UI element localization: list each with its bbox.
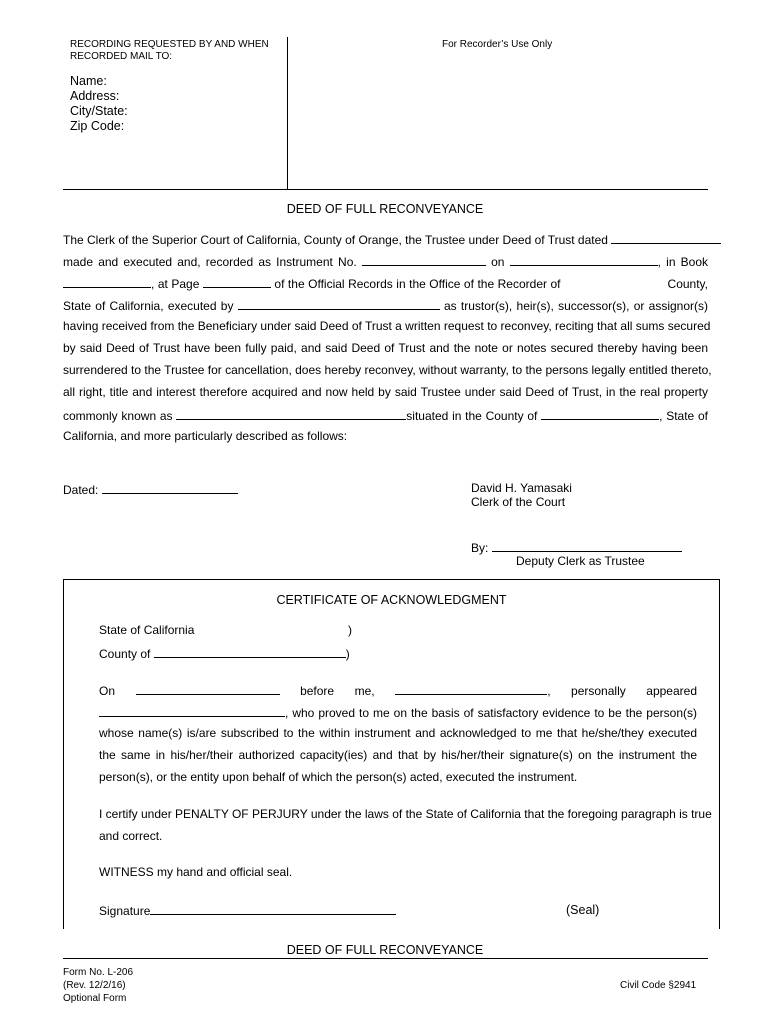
deed-line-3 (63, 275, 708, 292)
dated-field[interactable] (102, 481, 238, 494)
cert-line-5: person(s), or the entity upon behalf of which the person(s) acted, executed the instrument. (99, 770, 578, 784)
deed-line-1 (63, 231, 708, 248)
state-of-california-label: State of California (99, 623, 195, 637)
zip-code-label: Zip Code: (70, 119, 125, 133)
deed-line-1-text: The Clerk of the Superior Court of California, County of Orange, the Trustee under Deed of Trust dated (63, 233, 608, 247)
cert-line-3: whose name(s) is/are subscribed to the within instrument and acknowledged to me that he/she/they executed (99, 726, 697, 740)
deed-line-3-county: County, (667, 277, 708, 291)
clerk-title: Clerk of the Court (471, 495, 566, 509)
deed-line-9 (63, 407, 708, 424)
recorded-date-field[interactable] (510, 253, 658, 266)
deputy-clerk-label: Deputy Clerk as Trustee (516, 554, 645, 568)
deed-line-2-text: made and executed and, recorded as Instrument No. (63, 255, 357, 269)
appeared-label: appeared (646, 684, 697, 698)
deed-line-4-trustor: as trustor(s), heir(s), successor(s), or assignor(s) (444, 299, 708, 313)
deed-line-3-page: , at Page (151, 277, 200, 291)
name-label: Name: (70, 74, 107, 88)
deed-line-10: California, and more particularly described as follows: (63, 429, 348, 443)
by-label: By: (471, 541, 489, 555)
recording-requested-line1: RECORDING REQUESTED BY AND WHEN (70, 39, 269, 50)
deed-line-9-text: commonly known as (63, 409, 173, 423)
on-date-field[interactable] (136, 682, 280, 695)
form-revision: (Rev. 12/2/16) (63, 980, 126, 991)
trust-dated-field[interactable] (611, 231, 721, 244)
deed-line-2 (63, 253, 708, 270)
signature-row (99, 902, 396, 918)
civil-code: Civil Code §2941 (620, 980, 697, 991)
cert-line-4: the same in his/her/their authorized capacity(ies) and that by his/her/their signature(s) on the instrument the (99, 748, 697, 762)
signature-label: Signature (99, 904, 151, 918)
address-label: Address: (70, 89, 120, 103)
certificate-title: CERTIFICATE OF ACKNOWLEDGMENT (276, 593, 507, 607)
known-as-field[interactable] (176, 407, 406, 420)
cert-line-2 (99, 704, 697, 721)
county-of-label: County of (99, 647, 151, 661)
deed-line-5: having received from the Beneficiary under said Deed of Trust a written request to reconvey, reciting that all sums secured (63, 319, 711, 333)
deed-line-4-text: State of California, executed by (63, 299, 234, 313)
instrument-no-field[interactable] (362, 253, 486, 266)
book-field[interactable] (63, 275, 151, 288)
appeared-person-field[interactable] (99, 704, 285, 717)
deed-title: DEED OF FULL RECONVEYANCE (286, 202, 484, 216)
recording-requested-line2: RECORDED MAIL TO: (70, 51, 173, 62)
cert-line-2-text: , who proved to me on the basis of satisfactory evidence to be the person(s) (285, 706, 697, 720)
deed-line-8: all right, title and interest therefore acquired and now held by said Trustee under said Deed of Trust, in the real property (63, 385, 708, 399)
county-of-field[interactable] (154, 645, 346, 658)
witness-line: WITNESS my hand and official seal. (99, 865, 293, 879)
county-row (99, 645, 350, 661)
deed-line-9-state: , State of (659, 409, 708, 423)
executed-by-field[interactable] (238, 297, 440, 310)
seal-label: (Seal) (566, 903, 600, 917)
by-row (471, 539, 682, 555)
notary-name-field[interactable] (395, 682, 547, 695)
cert-line-1 (99, 682, 697, 699)
signature-field[interactable] (150, 902, 396, 915)
optional-form: Optional Form (63, 993, 127, 1004)
deed-line-3-text: of the Official Records in the Office of the Recorder of (274, 277, 561, 291)
deed-line-2-book: , in Book (657, 255, 709, 269)
deed-line-4 (63, 297, 708, 314)
footer-divider (63, 958, 708, 959)
perjury-line-1: I certify under PENALTY OF PERJURY under the laws of the State of California that the foregoing paragraph is true (99, 807, 712, 821)
before-label: before (300, 684, 335, 698)
me-label: me, (354, 684, 375, 698)
footer-title: DEED OF FULL RECONVEYANCE (286, 943, 484, 957)
deed-line-6: by said Deed of Trust have been fully paid, and said Deed of Trust and the note or notes secured thereby having been (63, 341, 708, 355)
deed-line-7: surrendered to the Trustee for cancellation, does hereby reconvey, without warranty, to the persons legally entitled thereto, (63, 363, 712, 377)
header-divider-horizontal (63, 189, 708, 190)
recorder-use-only: For Recorder’s Use Only (442, 39, 553, 50)
dated-label: Dated: (63, 483, 99, 497)
personally-label: , personally (547, 684, 626, 698)
state-paren: ) (348, 623, 352, 637)
situated-county-field[interactable] (541, 407, 659, 420)
dated-row (63, 481, 238, 497)
deed-line-9-county: situated in the County of (406, 409, 538, 423)
page-field[interactable] (203, 275, 271, 288)
county-paren: ) (345, 647, 350, 661)
city-state-label: City/State: (70, 104, 128, 118)
header-divider-vertical (287, 37, 288, 189)
clerk-name: David H. Yamasaki (471, 481, 572, 495)
on-label: On (99, 684, 116, 698)
deed-line-2-on: on (491, 255, 505, 269)
perjury-line-2: and correct. (99, 829, 163, 843)
form-number: Form No. L-206 (63, 967, 134, 978)
deputy-signature-field[interactable] (492, 539, 682, 552)
